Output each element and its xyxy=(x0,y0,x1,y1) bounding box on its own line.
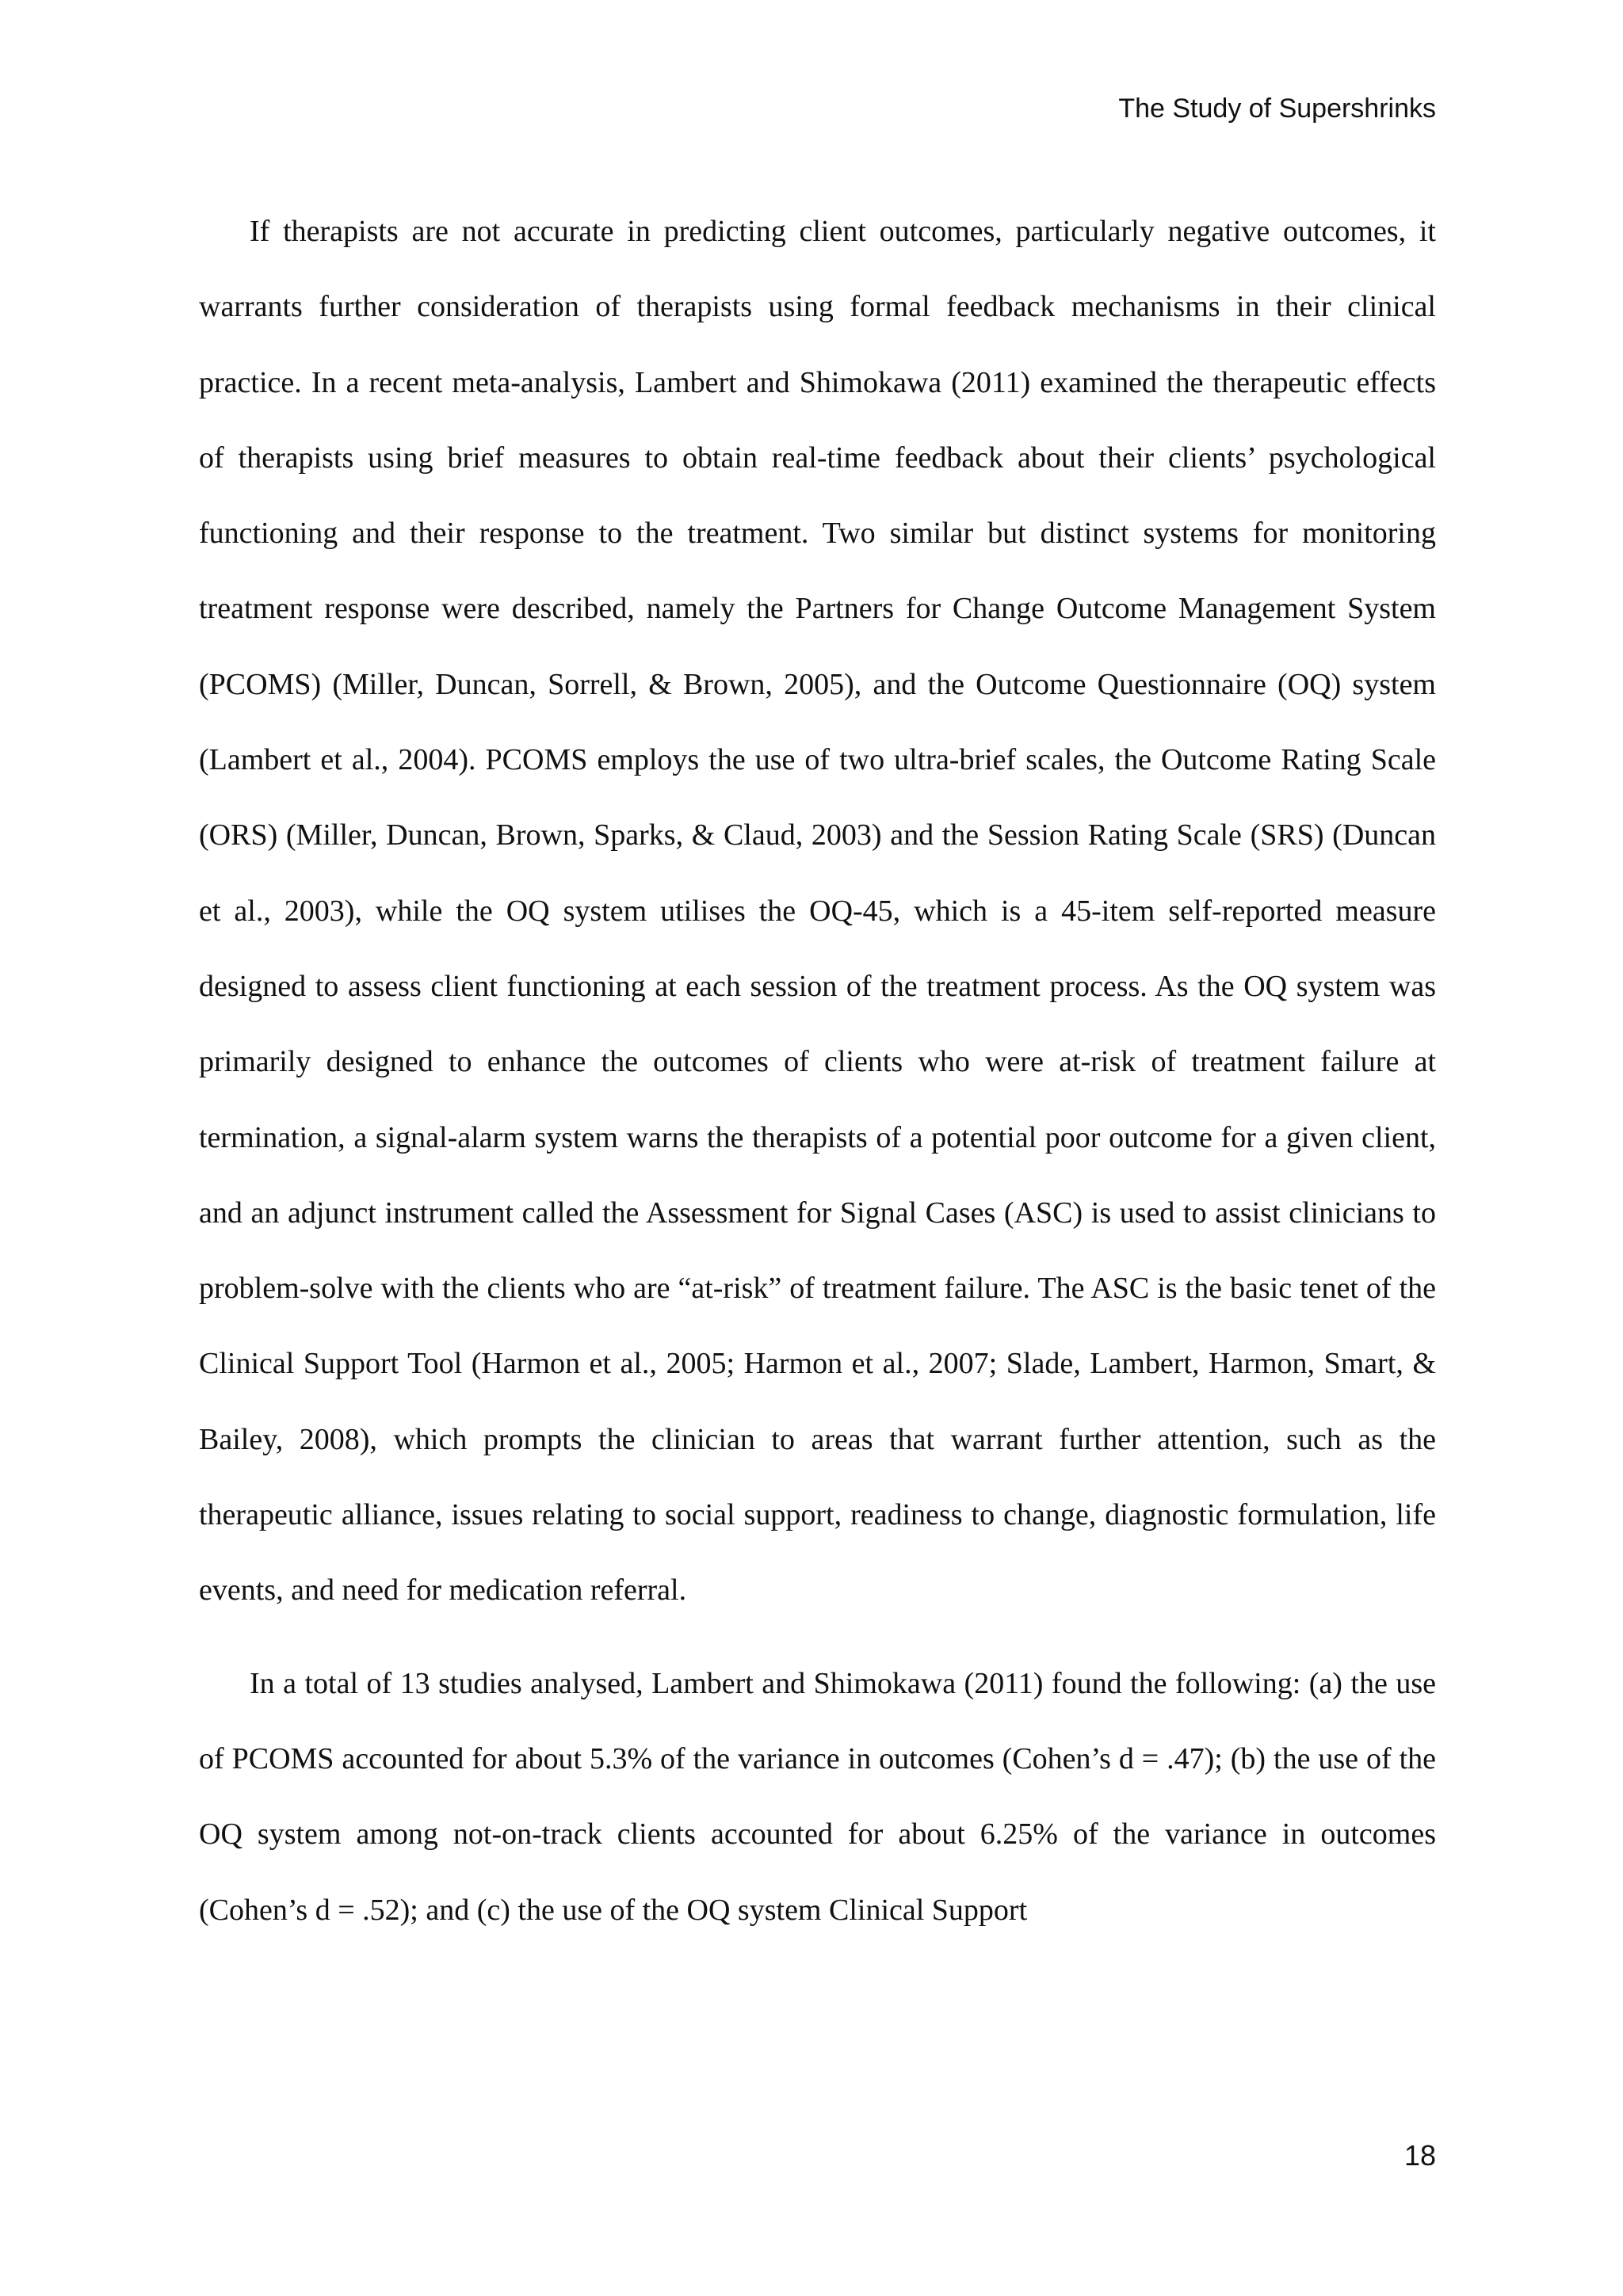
body-text xyxy=(199,194,1436,1948)
page-number: 18 xyxy=(1403,2139,1436,2172)
paragraph-feedback-systems: If therapists are not accurate in predicting client outcomes, particularly negative outcomes, it warrants further consideration of therapists using formal feedback mechanisms in their clinical practice. In a recent meta-analysis, Lambert and Shimokawa (2011) examined the therapeutic effects of therapists using brief measures to obtain real-time feedback about their clients’ psychological functioning and their response to the treatment. Two similar but distinct systems for monitoring treatment response were described, namely the Partners for Change Outcome Management System (PCOMS) (Miller, Duncan, Sorrell, & Brown, 2005), and the Outcome Questionnaire (OQ) system (Lambert et al., 2004). PCOMS employs the use of two ultra-brief scales, the Outcome Rating Scale (ORS) (Miller, Duncan, Brown, Sparks, & Claud, 2003) and the Session Rating Scale (SRS) (Duncan et al., 2003), while the OQ system utilises the OQ-45, which is a 45-item self-reported measure designed to assess client functioning at each session of the treatment process. As the OQ system was primarily designed to enhance the outcomes of clients who were at-risk of treatment failure at termination, a signal-alarm system warns the therapists of a potential poor outcome for a given client, and an adjunct instrument called the Assessment for Signal Cases (ASC) is used to assist clinicians to problem-solve with the clients who are “at-risk” of treatment failure. The ASC is the basic tenet of the Clinical Support Tool (Harmon et al., 2005; Harmon et al., 2007; Slade, Lambert, Harmon, Smart, & Bailey, 2008), which prompts the clinician to areas that warrant further attention, such as the therapeutic alliance, issues relating to social support, readiness to change, diagnostic formulation, life events, and need for medication referral. xyxy=(199,215,1436,1608)
paragraph-meta-analysis-findings: In a total of 13 studies analysed, Lambert and Shimokawa (2011) found the following: (a) the use of PCOMS accounted for about 5.3% of the variance in outcomes (Cohen’s d = .47); (b) the use of the OQ system among not-on-track clients accounted for about 6.25% of the variance in outcomes (Cohen’s d = .52); and (c) the use of the OQ system Clinical Support xyxy=(199,1666,1436,1927)
running-head: The Study of Supershrinks xyxy=(1118,93,1436,124)
